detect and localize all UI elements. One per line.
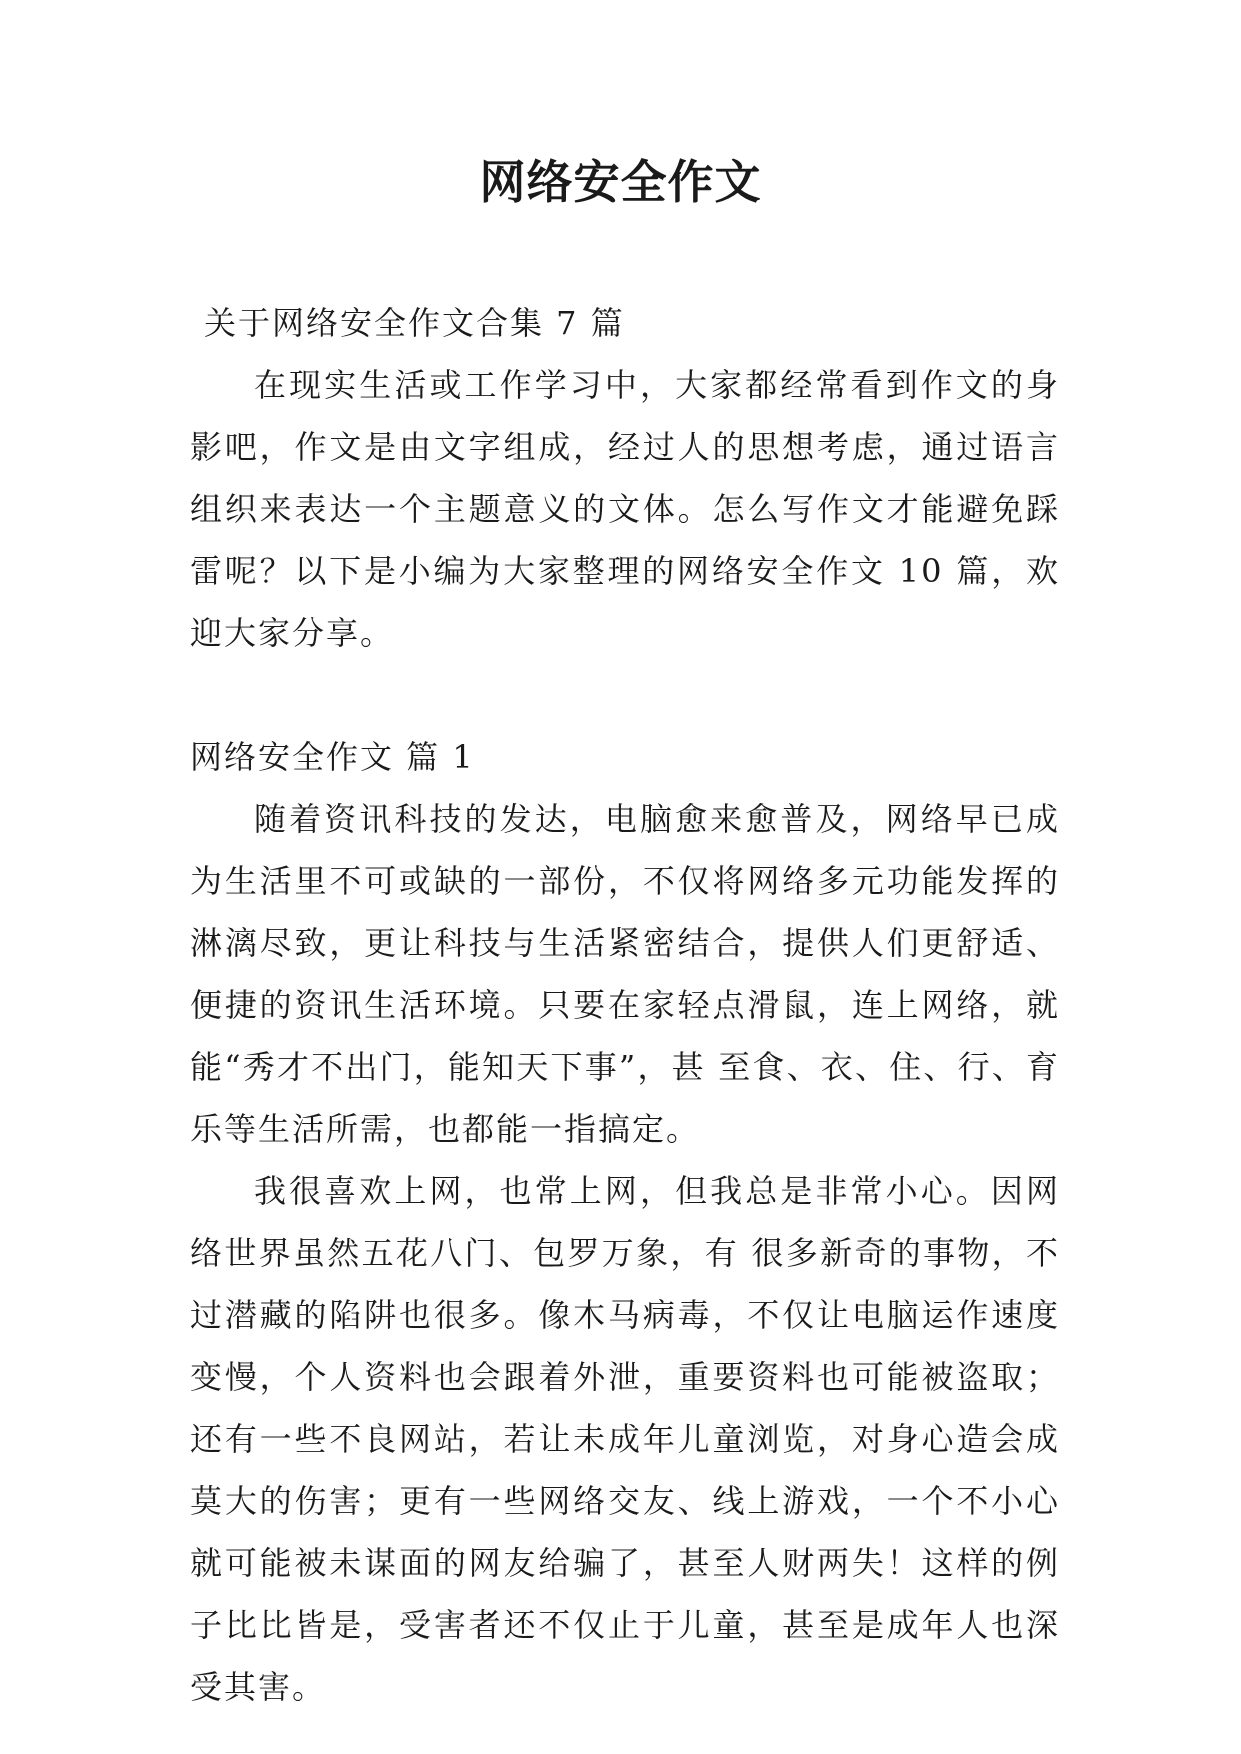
document-subtitle: 关于网络安全作文合集 7 篇 bbox=[204, 304, 625, 342]
document-title: 网络安全作文 bbox=[479, 155, 762, 209]
section-paragraph: 随着资讯科技的发达，电脑愈来愈普及，网络早已成为生活里不可或缺的一部份，不仅将网络多元功能发挥的淋漓尽致，更让科技与生活紧密结合，提供人们更舒适、便捷的资讯生活环境。只要在家轻点滑鼠，连上网络，就能“秀才不出门，能知天下事”，甚 至食、衣、住、行、育乐等生活所需，也都能一指搞定。 bbox=[190, 800, 1060, 1148]
document-body bbox=[190, 292, 1060, 1718]
section-heading: 网络安全作文 篇 1 bbox=[190, 738, 475, 776]
intro-paragraph: 在现实生活或工作学习中，大家都经常看到作文的身影吧，作文是由文字组成，经过人的思想考虑，通过语言组织来表达一个主题意义的文体。怎么写作文才能避免踩雷呢？以下是小编为大家整理的网络安全作文 10 篇，欢迎大家分享。 bbox=[190, 366, 1060, 652]
section-paragraph: 我很喜欢上网，也常上网，但我总是非常小心。因网络世界虽然五花八门、包罗万象，有 很多新奇的事物，不过潜藏的陷阱也很多。像木马病毒，不仅让电脑运作速度变慢，个人资料也会跟着外泄，重要资料也可能被盗取；还有一些不良网站，若让未成年儿童浏览，对身心造会成莫大的伤害；更有一些网络交友、线上游戏，一个不小心就可能被未谋面的网友给骗了，甚至人财两失！这样的例子比比皆是，受害者还不仅止于儿童，甚至是成年人也深受其害。 bbox=[190, 1172, 1060, 1706]
